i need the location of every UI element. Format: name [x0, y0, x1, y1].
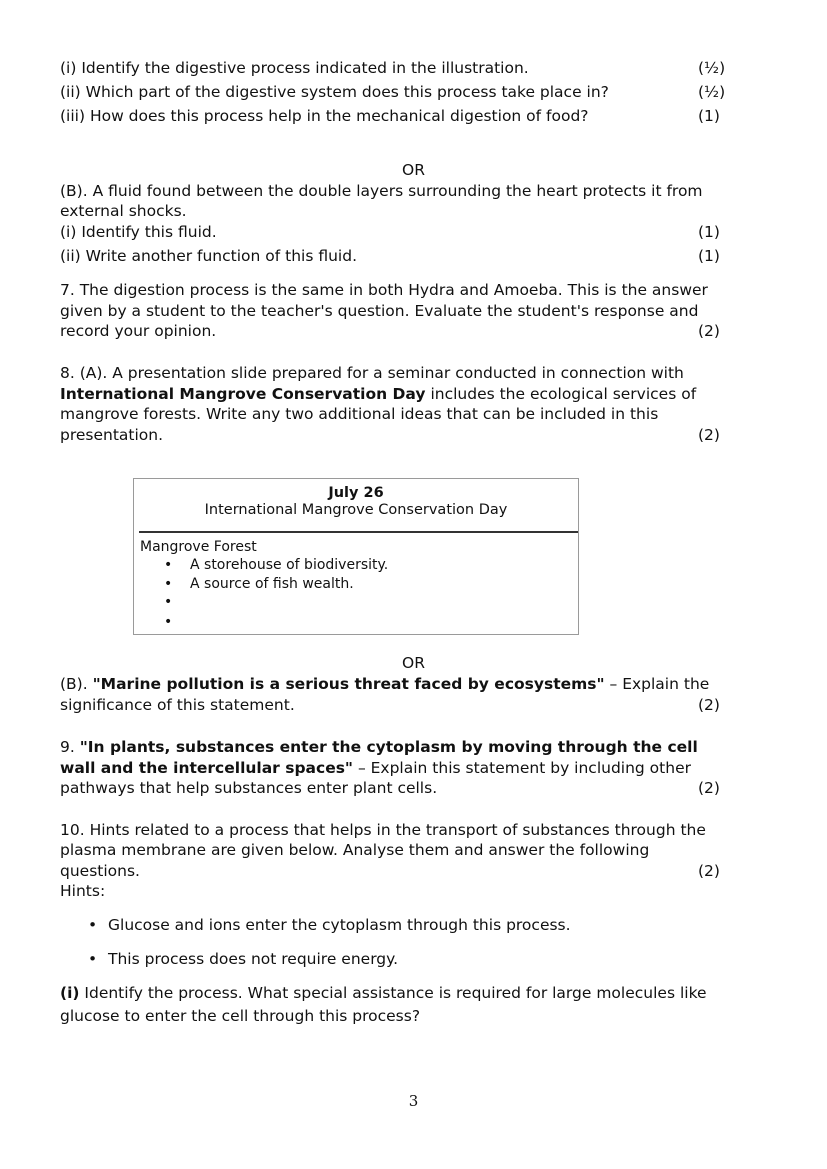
q9-line-2	[60, 758, 720, 778]
q9-bold-statement-1: "In plants, substances enter the cytoplasm by moving through the cell	[79, 738, 698, 756]
q8b-marks: (2)	[698, 696, 720, 714]
q8b-line-2: significance of this statement.	[60, 696, 295, 714]
q6b-part-1: (i) Identify this fluid.	[60, 223, 217, 241]
q8a-line-4: presentation.	[60, 426, 164, 444]
q6a-part-1: (i) Identify the digestive process indicated in the illustration.	[60, 59, 529, 77]
q10-marks: (2)	[698, 862, 720, 880]
q10-hints-label: Hints:	[60, 882, 106, 900]
q10-sub-1-line-2: glucose to enter the cell through this process?	[60, 1007, 421, 1025]
q9-prefix: 9.	[60, 738, 80, 756]
q10-sub-1-label: (i)	[60, 984, 80, 1002]
q6a-part-1-marks: (½)	[698, 59, 726, 77]
q7-marks: (2)	[698, 322, 720, 340]
q9-line-2-rest: – Explain this statement by including other	[353, 759, 691, 777]
slide-bullet-icon: •	[164, 557, 173, 573]
q7-line-3: record your opinion.	[60, 322, 217, 340]
q8a-bold-title: International Mangrove Conservation Day	[60, 385, 426, 403]
q9-bold-statement-2: wall and the intercellular spaces"	[60, 759, 354, 777]
q7-line-2: given by a student to the teacher's question. Evaluate the student's response and	[60, 302, 699, 320]
q10-hint-1: Glucose and ions enter the cytoplasm through this process.	[108, 916, 571, 934]
q6b-part-2-marks: (1)	[698, 247, 720, 265]
q8a-line-3: mangrove forests. Write any two additional ideas that can be included in this	[60, 405, 659, 423]
slide-bullet-icon: •	[164, 576, 173, 592]
q6a-part-3: (iii) How does this process help in the mechanical digestion of food?	[60, 107, 589, 125]
or-divider-1: OR	[402, 161, 425, 179]
presentation-slide	[133, 478, 579, 635]
q6a-part-3-marks: (1)	[698, 107, 720, 125]
slide-bullet-icon: •	[164, 594, 173, 610]
q10-line-3: questions.	[60, 862, 140, 880]
q8b-prefix: (B).	[60, 675, 93, 693]
q10-line-2: plasma membrane are given below. Analyse them and answer the following	[60, 841, 650, 859]
q6b-line-2: external shocks.	[60, 202, 187, 220]
q8a-marks: (2)	[698, 426, 720, 444]
q6b-part-2: (ii) Write another function of this fluid.	[60, 247, 358, 265]
q6b-line-1: (B). A fluid found between the double layers surrounding the heart protects it from	[60, 182, 703, 200]
q10-line-1: 10. Hints related to a process that helps in the transport of substances through the	[60, 821, 706, 839]
slide-divider	[139, 531, 578, 533]
slide-bullet-icon: •	[164, 614, 173, 630]
q9-marks: (2)	[698, 779, 720, 797]
slide-bullet-1: A storehouse of biodiversity.	[190, 557, 389, 573]
slide-date: July 26	[328, 485, 384, 501]
or-divider-2: OR	[402, 654, 425, 672]
q6b-part-1-marks: (1)	[698, 223, 720, 241]
q7-line-1: 7. The digestion process is the same in both Hydra and Amoeba. This is the answer	[60, 281, 708, 299]
slide-heading: Mangrove Forest	[140, 539, 257, 555]
q8b-line-1-rest: – Explain the	[604, 675, 710, 693]
q9-line-1	[60, 737, 720, 757]
q8a-line-1: 8. (A). A presentation slide prepared for a seminar conducted in connection with	[60, 364, 684, 382]
slide-bullet-2: A source of fish wealth.	[190, 576, 354, 592]
q8b-bold-statement: "Marine pollution is a serious threat faced by ecosystems"	[92, 675, 605, 693]
q6a-part-2: (ii) Which part of the digestive system does this process take place in?	[60, 83, 609, 101]
hint-bullet-icon: •	[88, 950, 98, 968]
q6a-part-2-marks: (½)	[698, 83, 726, 101]
page-number: 3	[408, 1092, 419, 1110]
q10-hint-2: This process does not require energy.	[108, 950, 399, 968]
q9-line-3: pathways that help substances enter plant cells.	[60, 779, 438, 797]
q8b-line-1	[60, 674, 720, 694]
q10-sub-1-line-1	[60, 983, 720, 1003]
slide-title: International Mangrove Conservation Day	[204, 502, 508, 518]
q8a-line-2-rest: includes the ecological services of	[425, 385, 697, 403]
q10-sub-1-text: Identify the process. What special assistance is required for large molecules like	[79, 984, 707, 1002]
q8a-line-2	[60, 384, 720, 404]
hint-bullet-icon: •	[88, 916, 98, 934]
